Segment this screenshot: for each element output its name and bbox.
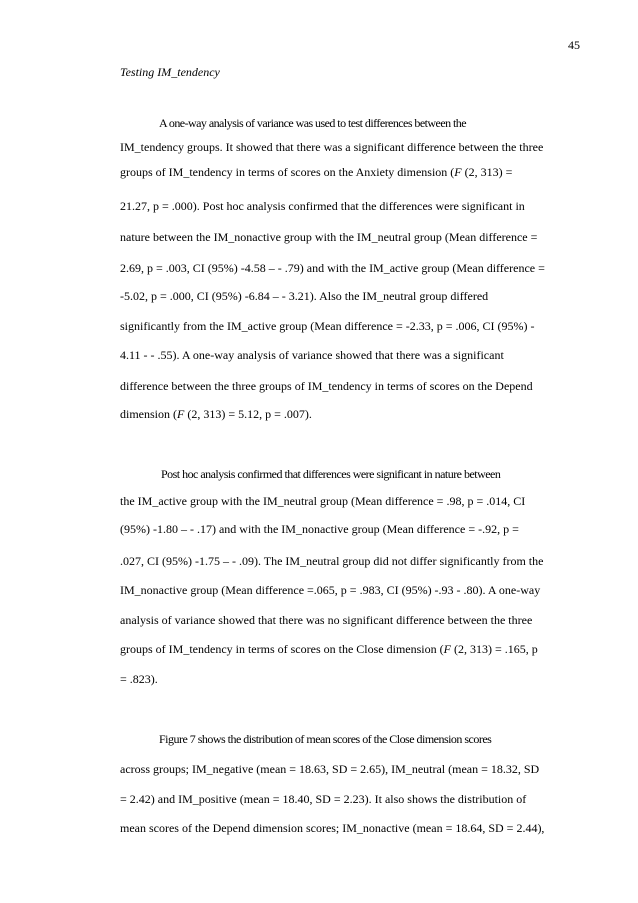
paragraph-1-line-8: significantly from the IM_active group (Mean difference = -2.33, p = .006, CI (95%) - bbox=[120, 319, 535, 333]
paragraph-1-line-6: 2.69, p = .003, CI (95%) -4.58 – - .79) and with the IM_active group (Mean difference = bbox=[120, 261, 545, 275]
paragraph-1-line-7: -5.02, p = .000, CI (95%) -6.84 – - 3.21). Also the IM_neutral group differed bbox=[120, 289, 489, 303]
paragraph-1-line-5: nature between the IM_nonactive group with the IM_neutral group (Mean difference = bbox=[120, 230, 538, 244]
paragraph-3-line-2: across groups; IM_negative (mean = 18.63, SD = 2.65), IM_neutral (mean = 18.32, SD bbox=[120, 762, 540, 776]
f-statistic-symbol: F bbox=[443, 642, 451, 656]
paragraph-1-line-3: groups of IM_tendency in terms of scores on the Anxiety dimension (F (2, 313) = bbox=[120, 165, 513, 179]
paragraph-1-line-9: 4.11 - - .55). A one-way analysis of variance showed that there was a significant bbox=[120, 348, 504, 362]
paragraph-2-line-6: analysis of variance showed that there was no significant difference between the three bbox=[120, 613, 533, 627]
f-statistic-symbol: F bbox=[454, 165, 462, 179]
page-number: 45 bbox=[568, 38, 580, 52]
paragraph-1-line-4: 21.27, p = .000). Post hoc analysis confirmed that the differences were significant in bbox=[120, 199, 525, 213]
paragraph-3-line-4: mean scores of the Depend dimension scores; IM_nonactive (mean = 18.64, SD = 2.44), bbox=[120, 821, 545, 835]
paragraph-2-line-7: groups of IM_tendency in terms of scores on the Close dimension (F (2, 313) = .165, p bbox=[120, 642, 538, 656]
paragraph-1-line-10: difference between the three groups of IM_tendency in terms of scores on the Depend bbox=[120, 379, 533, 393]
paragraph-2-line-5: IM_nonactive group (Mean difference =.065, p = .983, CI (95%) -.93 - .80). A one-way bbox=[120, 583, 541, 597]
f-statistic-symbol: F bbox=[177, 407, 185, 421]
paragraph-3-line-3: = 2.42) and IM_positive (mean = 18.40, SD = 2.23). It also shows the distribution of bbox=[120, 792, 527, 806]
paragraph-1-line-2: IM_tendency groups. It showed that there was a significant difference between the three bbox=[120, 140, 544, 154]
paragraph-2-line-1: Post hoc analysis confirmed that differences were significant in nature between bbox=[161, 467, 501, 481]
paragraph-2-line-8: = .823). bbox=[120, 672, 158, 686]
paragraph-1-line-1: A one-way analysis of variance was used to test differences between the bbox=[159, 116, 467, 130]
paragraph-2-line-4: .027, CI (95%) -1.75 – - .09). The IM_neutral group did not differ significantly from the bbox=[120, 554, 544, 568]
paragraph-1-line-11: dimension (F (2, 313) = 5.12, p = .007). bbox=[120, 407, 312, 421]
paragraph-2-line-3: (95%) -1.80 – - .17) and with the IM_nonactive group (Mean difference = -.92, p = bbox=[120, 522, 519, 536]
paragraph-2-line-2: the IM_active group with the IM_neutral group (Mean difference = .98, p = .014, CI bbox=[120, 494, 526, 508]
paragraph-3-line-1: Figure 7 shows the distribution of mean scores of the Close dimension scores bbox=[159, 732, 492, 746]
section-heading: Testing IM_tendency bbox=[120, 65, 220, 79]
